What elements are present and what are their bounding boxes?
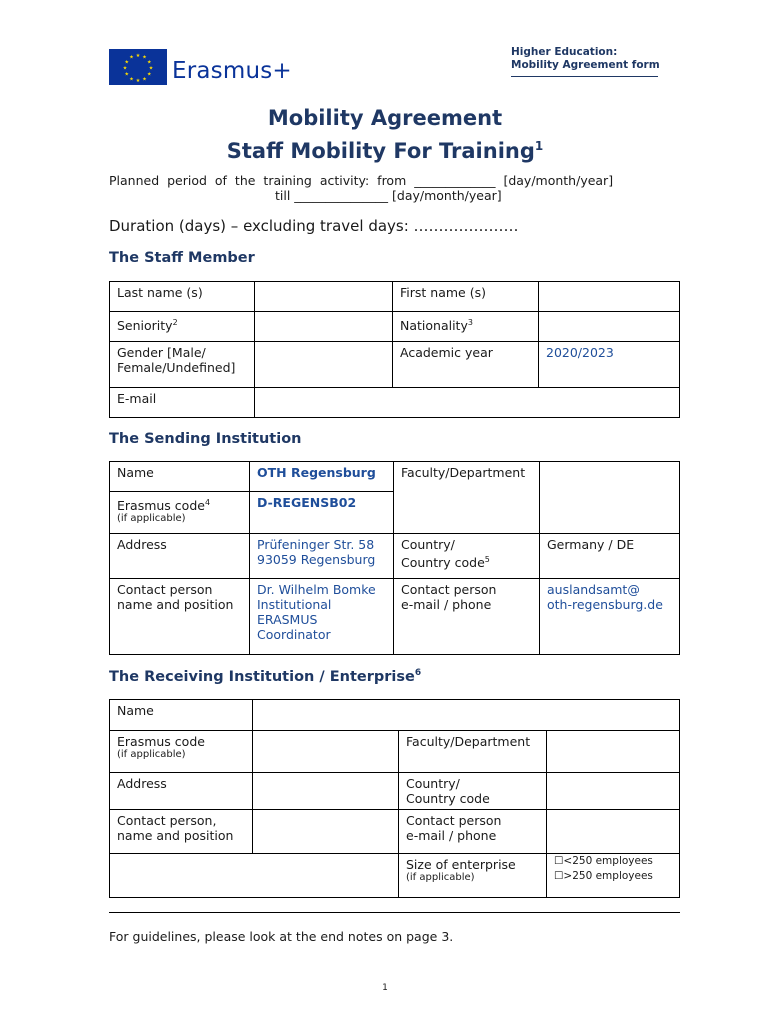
contact-mail-label-line-1: Contact person (406, 813, 502, 828)
sending-erasmus-label (110, 492, 250, 534)
contact-mail-label-line-2: e-mail / phone (406, 828, 497, 843)
sending-institution-heading: The Sending Institution (109, 431, 302, 447)
planned-period-from: Planned period of the training activity: from _____________ [day/month/year] (109, 173, 614, 188)
receiving-blank-cell (110, 854, 399, 898)
size-label-text: Size of enterprise (406, 857, 516, 872)
if-applicable-note: (if applicable) (406, 872, 475, 883)
eu-flag-icon (109, 49, 167, 85)
first-name-label: First name (s) (393, 282, 539, 312)
svg-text:★: ★ (146, 71, 152, 78)
staff-member-table (109, 281, 680, 418)
receiving-contact-label (110, 810, 253, 854)
sending-institution-table (109, 461, 680, 655)
header-rule (511, 72, 658, 77)
sending-erasmus-value[interactable]: D-REGENSB02 (250, 492, 394, 534)
receiving-faculty-label: Faculty/Department (399, 731, 547, 773)
email-label: E-mail (110, 388, 255, 418)
sending-name-value[interactable]: OTH Regensburg (250, 462, 394, 492)
last-name-field[interactable] (255, 282, 393, 312)
svg-text:★: ★ (129, 76, 134, 83)
receiving-contact-field[interactable] (253, 810, 399, 854)
enterprise-size-label (399, 854, 547, 898)
contact-mail-label-line-2: e-mail / phone (401, 597, 492, 612)
contact-label-line-1: Contact person, (117, 813, 217, 828)
sending-address-value[interactable] (250, 534, 394, 579)
country-code-text: Country code (401, 555, 485, 571)
if-applicable-note: (if applicable) (117, 513, 186, 525)
enterprise-size-options (547, 854, 680, 898)
svg-text:★: ★ (124, 59, 130, 66)
form-header (511, 46, 660, 77)
footnote-marker: 4 (204, 498, 211, 507)
receiving-institution-heading (109, 668, 421, 685)
if-applicable-note: (if applicable) (117, 749, 186, 760)
footnote-marker: 3 (467, 318, 473, 327)
sending-contact-mail-label (394, 579, 540, 655)
staff-member-heading: The Staff Member (109, 250, 255, 266)
first-name-field[interactable] (539, 282, 680, 312)
country-label-line-1: Country/ (401, 537, 455, 552)
sending-contact-label (110, 579, 250, 655)
guidelines-note: For guidelines, please look at the end notes on page 3. (109, 929, 454, 944)
size-option-small-label: <250 employees (563, 855, 653, 867)
receiving-institution-table (109, 699, 680, 898)
subtitle-text: Staff Mobility For Training (226, 139, 535, 163)
svg-text:★: ★ (122, 65, 128, 72)
contact-label-line-2: name and position (117, 597, 234, 612)
address-line-1: Prüfeninger Str. 58 (257, 537, 375, 552)
nationality-text: Nationality (400, 318, 468, 334)
sending-country-label (394, 534, 540, 579)
sending-contact-mail-value[interactable] (540, 579, 680, 655)
receiving-contact-mail-field[interactable] (547, 810, 680, 854)
page-title: Mobility Agreement (267, 106, 503, 130)
footnote-divider (109, 912, 680, 913)
academic-year-label: Academic year (393, 342, 539, 388)
contact-mail-label-line-1: Contact person (401, 582, 497, 597)
contact-mail-line-1: auslandsamt@ (547, 582, 640, 597)
svg-text:★: ★ (135, 78, 141, 84)
receiving-faculty-field[interactable] (547, 731, 680, 773)
page-number: 1 (382, 983, 388, 993)
receiving-heading-text: The Receiving Institution / Enterprise (109, 668, 415, 685)
last-name-label: Last name (s) (110, 282, 255, 312)
sending-name-label: Name (110, 462, 250, 492)
sending-address-label: Address (110, 534, 250, 579)
nationality-field[interactable] (539, 312, 680, 342)
footnote-marker: 2 (172, 318, 178, 327)
svg-text:★: ★ (148, 65, 154, 72)
sending-faculty-field[interactable] (540, 462, 680, 534)
checkbox-icon[interactable]: ☐ (554, 870, 564, 882)
size-option-large-label: >250 employees (563, 870, 653, 882)
seniority-text: Seniority (117, 318, 173, 334)
svg-text:★: ★ (129, 54, 134, 61)
country-label-line-2 (401, 552, 532, 570)
size-option-small[interactable] (554, 854, 672, 869)
gender-field[interactable] (255, 342, 393, 388)
receiving-name-field[interactable] (253, 700, 680, 731)
country-label-line-1: Country/ (406, 776, 460, 791)
email-field[interactable] (255, 388, 680, 418)
erasmus-logo (109, 49, 309, 89)
seniority-label (110, 312, 255, 342)
receiving-address-field[interactable] (253, 773, 399, 810)
svg-text:★: ★ (124, 71, 130, 78)
receiving-erasmus-label (110, 731, 253, 773)
receiving-name-label: Name (110, 700, 253, 731)
planned-period-till: till _______________ [day/month/year] (275, 188, 502, 203)
sending-contact-value[interactable]: Dr. Wilhelm Bomke Institutional ERASMUS Coordinator (250, 579, 394, 655)
receiving-address-label: Address (110, 773, 253, 810)
contact-label-line-2: name and position (117, 828, 234, 843)
size-option-large[interactable] (554, 869, 672, 884)
logo-wordmark: Erasmus+ (172, 58, 292, 84)
receiving-contact-mail-label (399, 810, 547, 854)
sending-country-value[interactable]: Germany / DE (540, 534, 680, 579)
header-line-1: Higher Education: (511, 46, 618, 58)
contact-mail-line-2: oth-regensburg.de (547, 597, 663, 612)
gender-label: Gender [Male/ Female/Undefined] (110, 342, 255, 388)
nationality-label (393, 312, 539, 342)
country-label-line-2: Country code (406, 791, 490, 806)
svg-text:★: ★ (146, 59, 152, 66)
footnote-marker: 6 (414, 668, 422, 678)
academic-year-value[interactable]: 2020/2023 (539, 342, 680, 388)
receiving-erasmus-field[interactable] (253, 731, 399, 773)
duration-line: Duration (days) – excluding travel days: ………………… (109, 217, 519, 235)
footnote-marker: 5 (484, 555, 490, 564)
checkbox-icon[interactable]: ☐ (554, 855, 564, 867)
contact-label-line-1: Contact person (117, 582, 213, 597)
sending-faculty-label: Faculty/Department (394, 462, 540, 534)
svg-text:★: ★ (142, 76, 147, 83)
receiving-country-field[interactable] (547, 773, 680, 810)
footnote-marker: 1 (534, 139, 544, 153)
page-subtitle (0, 139, 770, 163)
erasmus-code-text: Erasmus code (117, 734, 205, 749)
svg-text:★: ★ (135, 53, 141, 59)
address-line-2: 93059 Regensburg (257, 552, 376, 567)
seniority-field[interactable] (255, 312, 393, 342)
receiving-country-label (399, 773, 547, 810)
header-line-2: Mobility Agreement form (511, 59, 660, 71)
erasmus-code-text: Erasmus code (117, 498, 205, 514)
svg-text:★: ★ (142, 54, 147, 61)
